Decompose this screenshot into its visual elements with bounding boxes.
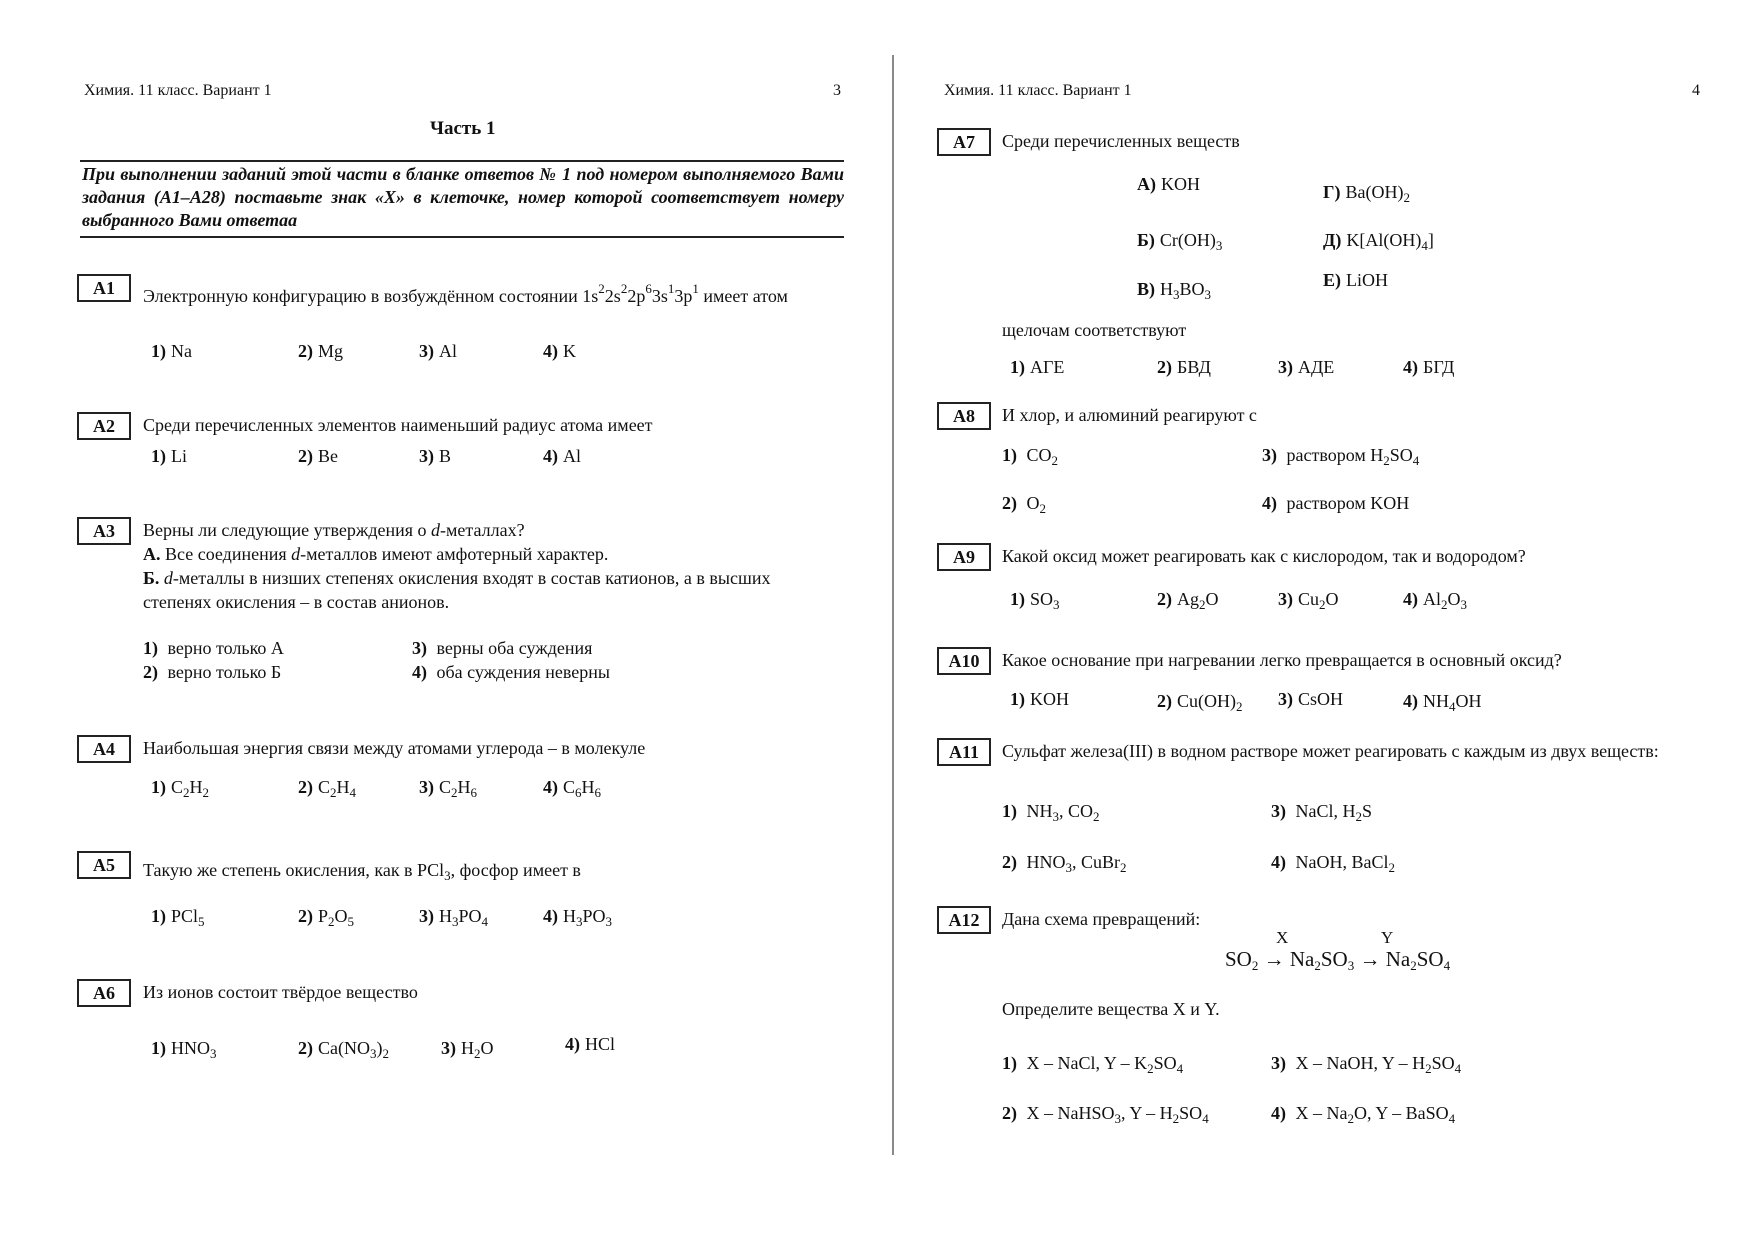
option-a2-4[interactable]: 4) Al	[543, 446, 581, 466]
right-header-title: Химия. 11 класс. Вариант 1	[944, 82, 1132, 99]
option-a8-2[interactable]: 2) $O_2$	[1002, 493, 1046, 516]
option-a5-1[interactable]: 1) PCl$_5$	[151, 906, 205, 929]
question-text-a3: Верны ли следующие утверждения о d-металлах?	[143, 520, 525, 540]
left-page-number: 3	[833, 82, 841, 99]
question-tail-a7: щелочам соответствуют	[1002, 320, 1187, 340]
question-number-a5: А5	[77, 851, 131, 879]
question-number-a11: А11	[937, 738, 991, 766]
option-a7-4[interactable]: 4) БГД	[1403, 357, 1455, 377]
option-a11-1[interactable]: 1) $NH_3$, $CO_2$	[1002, 801, 1100, 824]
question-number-a9: А9	[937, 543, 991, 571]
question-number-a2: А2	[77, 412, 131, 440]
option-a6-1[interactable]: 1) $HNO_3$	[151, 1038, 217, 1061]
option-a11-4[interactable]: 4) NaOH, BaCl$_2$	[1271, 852, 1395, 875]
option-a4-4[interactable]: 4) $C_6H_6$	[543, 777, 602, 800]
option-a3-3[interactable]: 3) верны оба суждения	[412, 638, 593, 658]
option-a2-3[interactable]: 3) B	[419, 446, 452, 466]
option-a6-2[interactable]: 2) $Ca(NO_3)_2$	[298, 1038, 389, 1061]
question-text-a10: Какое основание при нагревании легко превращается в основный оксид?	[1002, 650, 1562, 670]
option-a10-1[interactable]: 1) KOH	[1010, 689, 1069, 709]
option-a10-4[interactable]: 4) $NH_4OH$	[1403, 691, 1482, 714]
option-a12-3[interactable]: 3) X – NaOH, Y – $H_2SO_4$	[1271, 1053, 1462, 1076]
substance-d: Д) $K[Al(OH)_4]$	[1323, 230, 1434, 253]
option-a2-2[interactable]: 2) Be	[298, 446, 338, 466]
question-determine-a12: Определите вещества X и Y.	[1002, 999, 1220, 1019]
option-a3-2[interactable]: 2) верно только Б	[143, 662, 282, 682]
option-a5-4[interactable]: 4) $H_3PO_3$	[543, 906, 613, 929]
option-a3-1[interactable]: 1) верно только А	[143, 638, 284, 658]
option-a4-3[interactable]: 3) $C_2H_6$	[419, 777, 478, 800]
question-number-a4: А4	[77, 735, 131, 763]
option-a11-3[interactable]: 3) NaCl, $H_2S$	[1271, 801, 1373, 824]
option-a3-4[interactable]: 4) оба суждения неверны	[412, 662, 611, 682]
option-a5-3[interactable]: 3) $H_3PO_4$	[419, 906, 489, 929]
reagent-y-label: Y	[1381, 928, 1394, 947]
instructions-bottom-rule	[80, 236, 844, 238]
part-title: Часть 1	[430, 118, 496, 139]
option-a8-3[interactable]: 3) раствором $H_2SO_4$	[1262, 445, 1420, 468]
question-text-a2: Среди перечисленных элементов наименьший радиус атома имеет	[143, 415, 653, 435]
question-text-a6: Из ионов состоит твёрдое вещество	[143, 982, 418, 1002]
option-a1-2[interactable]: 2) Mg	[298, 341, 344, 361]
option-a2-1[interactable]: 1) Li	[151, 446, 187, 466]
option-a9-1[interactable]: 1) $SO_3$	[1010, 589, 1060, 612]
substance-g: Г) $Ba(OH)_2$	[1323, 182, 1410, 205]
instructions-top-rule	[80, 160, 844, 162]
question-number-a6: А6	[77, 979, 131, 1007]
option-a7-2[interactable]: 2) БВД	[1157, 357, 1211, 377]
transformation-scheme: $SO_2 \to Na_2SO_3 \to Na_2SO_4$	[1225, 947, 1451, 973]
option-a6-3[interactable]: 3) $H_2O$	[441, 1038, 494, 1061]
option-a9-3[interactable]: 3) $Cu_2O$	[1278, 589, 1339, 612]
instructions: При выполнении заданий этой части в бланке ответов № 1 под номером выполняемого Вами задания (А1–А28) поставьте знак «X» в клеточке, номер которой соответствует номеру выбранного Вами ответаа	[82, 164, 844, 230]
question-text-a5: Такую же степень окисления, как в PCl$_3$, фосфор имеет в	[143, 860, 581, 883]
option-a1-1[interactable]: 1) Na	[151, 341, 192, 361]
option-a12-2[interactable]: 2) X – NaHSO$_3$, Y – $H_2SO_4$	[1002, 1103, 1209, 1126]
option-a8-1[interactable]: 1) $CO_2$	[1002, 445, 1059, 468]
option-a4-1[interactable]: 1) $C_2H_2$	[151, 777, 210, 800]
question-number-a3: А3	[77, 517, 131, 545]
statement-a: А. Все соединения d-металлов имеют амфотерный характер.	[143, 544, 609, 564]
right-page-number: 4	[1692, 82, 1700, 99]
option-a10-2[interactable]: 2) $Cu(OH)_2$	[1157, 691, 1243, 714]
question-text-a12: Дана схема превращений:	[1002, 909, 1201, 929]
option-a9-2[interactable]: 2) $Ag_2O$	[1157, 589, 1219, 612]
option-a12-4[interactable]: 4) X – $Na_2O$, Y – BaSO$_4$	[1271, 1103, 1456, 1126]
option-a11-2[interactable]: 2) $HNO_3$, CuBr$_2$	[1002, 852, 1127, 875]
option-a8-4[interactable]: 4) раствором KOH	[1262, 493, 1410, 513]
statement-b: Б. d-металлы в низших степенях окисления входят в состав катионов, а в высших степенях окисления – в состав анионов.	[143, 568, 771, 612]
substance-v: В) $H_3BO_3$	[1137, 279, 1212, 302]
question-text-a8: И хлор, и алюминий реагируют с	[1002, 405, 1257, 425]
option-a7-3[interactable]: 3) АДЕ	[1278, 357, 1335, 377]
question-text-a7: Среди перечисленных веществ	[1002, 131, 1240, 151]
question-number-a7: А7	[937, 128, 991, 156]
left-header-title: Химия. 11 класс. Вариант 1	[84, 82, 272, 99]
question-text-a11: Сульфат железа(III) в водном растворе может реагировать с каждым из двух веществ:	[1002, 741, 1659, 761]
option-a12-1[interactable]: 1) X – NaCl, Y – $K_2SO_4$	[1002, 1053, 1184, 1076]
question-number-a10: А10	[937, 647, 991, 675]
reagent-x-label: X	[1276, 928, 1289, 947]
option-a5-2[interactable]: 2) $P_2O_5$	[298, 906, 355, 929]
question-text-a4: Наибольшая энергия связи между атомами углерода – в молекуле	[143, 738, 646, 758]
substance-a: А) KOH	[1137, 174, 1200, 194]
question-number-a12: А12	[937, 906, 991, 934]
option-a1-3[interactable]: 3) Al	[419, 341, 457, 361]
question-number-a1: А1	[77, 274, 131, 302]
option-a9-4[interactable]: 4) $Al_2O_3$	[1403, 589, 1467, 612]
option-a4-2[interactable]: 2) $C_2H_4$	[298, 777, 357, 800]
question-text-a9: Какой оксид может реагировать как с кислородом, так и водородом?	[1002, 546, 1526, 566]
option-a10-3[interactable]: 3) CsOH	[1278, 689, 1344, 709]
substance-b: Б) $Cr(OH)_3$	[1137, 230, 1223, 253]
option-a7-1[interactable]: 1) АГЕ	[1010, 357, 1065, 377]
option-a6-4[interactable]: 4) HCl	[565, 1034, 616, 1054]
page-divider	[892, 55, 894, 1155]
substance-e: Е) LiOH	[1323, 270, 1388, 290]
option-a1-4[interactable]: 4) K	[543, 341, 576, 361]
question-text-a1: Электронную конфигурацию в возбуждённом состоянии $1s^22s^22p^63s^13p^1$ имеет атом	[143, 281, 788, 306]
question-number-a8: А8	[937, 402, 991, 430]
